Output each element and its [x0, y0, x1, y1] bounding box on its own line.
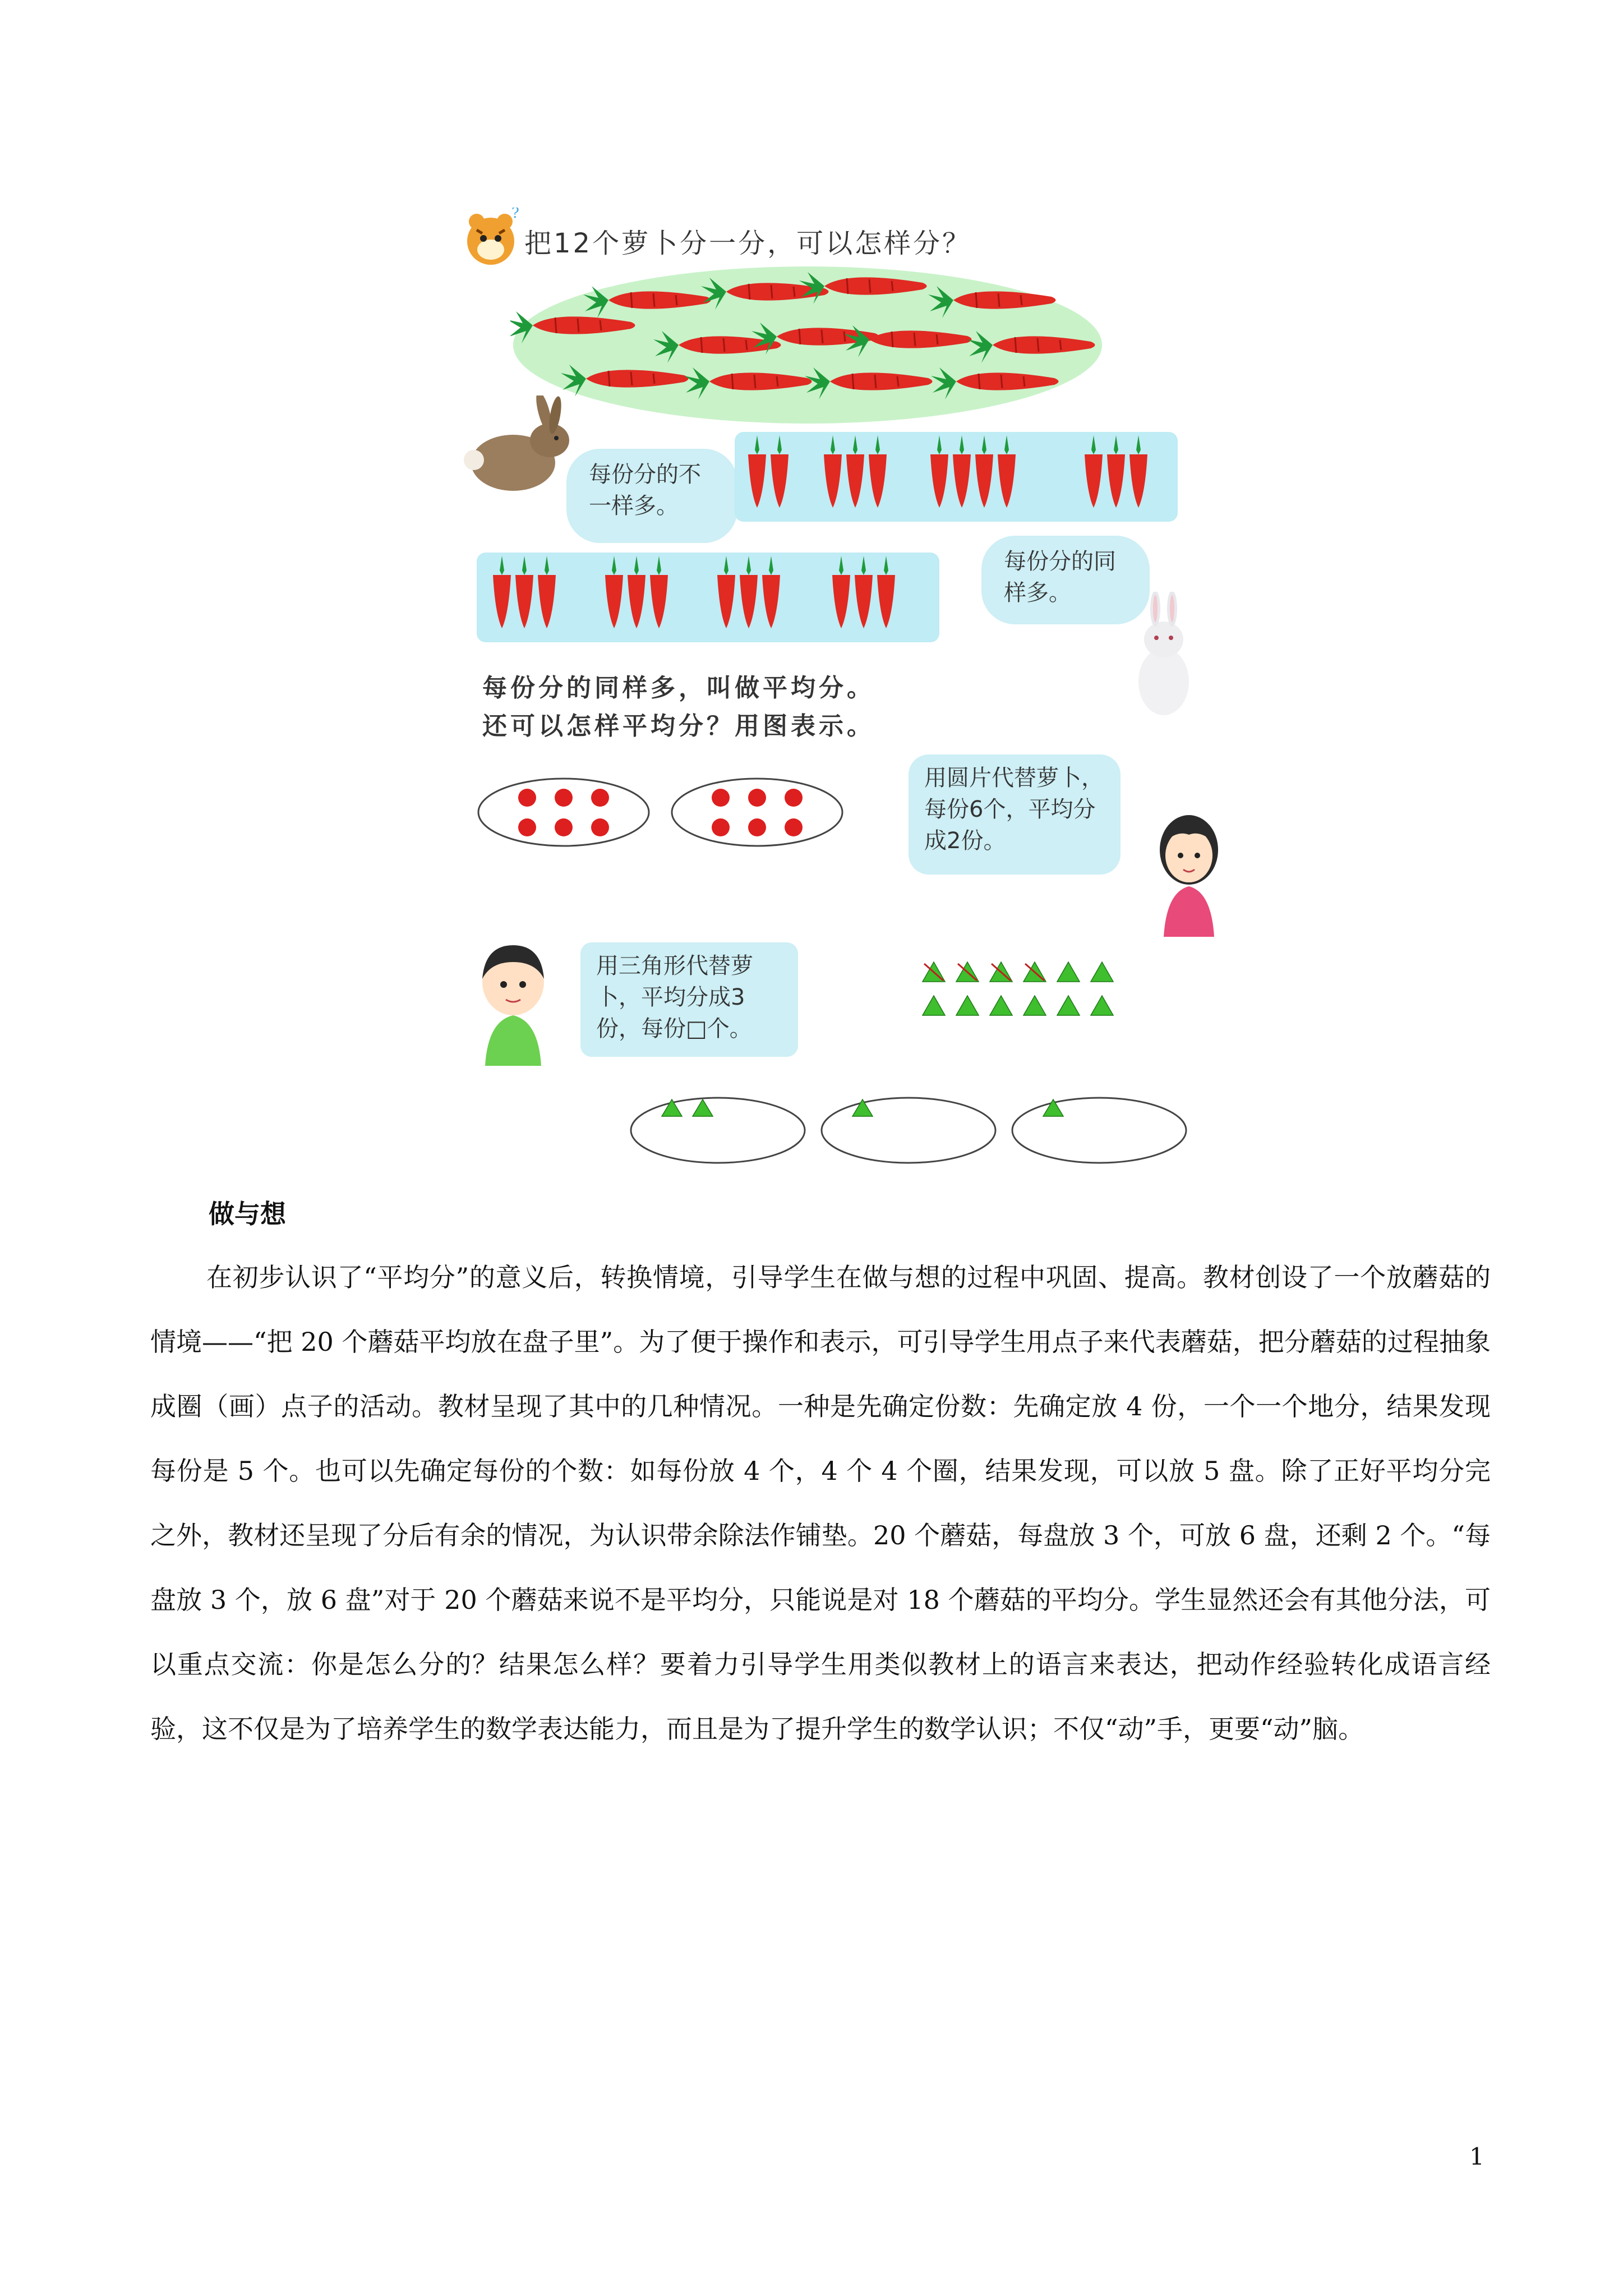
- white-rabbit-image: [1127, 592, 1200, 721]
- triangle-circles: [628, 1094, 1189, 1172]
- brown-rabbit-image: [460, 395, 572, 496]
- carrot-panel-equal: [477, 553, 939, 642]
- svg-text:?: ?: [511, 208, 519, 222]
- page-number: 1: [1469, 2143, 1484, 2170]
- section-title: 做与想: [209, 1199, 286, 1229]
- circle-groups: [477, 774, 869, 853]
- body-paragraph: 在初步认识了“平均分”的意义后，转换情境，引导学生在做与想的过程中巩固、提高。教材创设了一个放蘑菇的情境——“把 20 个蘑菇平均放在盘子里”。为了便于操作和表示，可引导学生用点子来代表蘑菇，把分蘑菇的过程抽象成圈（画）点子的活动。教材呈现了其中的几种情况。一种是先确定份数：先确定放 4 份，一个一个地分，结果发现每份是 5 个。也可以先确定每份的个数：如每份放 4 个，4 个 4 个圈，结果发现，可以放 5 盘。除了正好平均分完之外，教材还呈现了分后有余的情况，为认识带余除法作铺垫。20 个蘑菇，每盘放 3 个，可放 6 盘，还剩 2 个。“每盘放 3 个，放 6 盘”对于 20 个蘑菇来说不是平均分，只能说是对 18 个蘑菇的平均分。学生显然还会有其他分法，可以重点交流：你是怎么分的？结果怎么样？要着力引导学生用类似教材上的语言来表达，把动作经验转化成语言经验，这不仅是为了培养学生的数学表达能力，而且是为了提升学生的数学认识；不仅“动”手，更要“动”脑。: [150, 1262, 1491, 1744]
- boy-image: [471, 937, 555, 1066]
- speech-bubble-equal: 每份分的同样多。: [981, 536, 1150, 624]
- carrot-panel-unequal: [735, 432, 1178, 522]
- speech-bubble-boy: 用三角形代替萝卜，平均分成3份，每份□个。: [580, 942, 798, 1057]
- carrot-groups-equal: [477, 553, 939, 642]
- speech-bubble-girl: 用圆片代替萝卜，每份6个，平均分成2份。: [909, 754, 1121, 875]
- definition-line-2: 还可以怎样平均分？用图表示。: [482, 712, 875, 740]
- carrot-groups-unequal: [735, 432, 1178, 522]
- definition-line-1: 每份分的同样多，叫做平均分。: [482, 674, 875, 702]
- textbook-illustration: [460, 208, 1239, 1172]
- triangle-rows: [920, 959, 1122, 1021]
- girl-image: [1150, 808, 1234, 937]
- carrot-oval: [510, 261, 1105, 429]
- speech-bubble-unequal: 每份分的不一样多。: [566, 449, 737, 543]
- question-text: 把12个萝卜分一分，可以怎样分？: [524, 228, 972, 259]
